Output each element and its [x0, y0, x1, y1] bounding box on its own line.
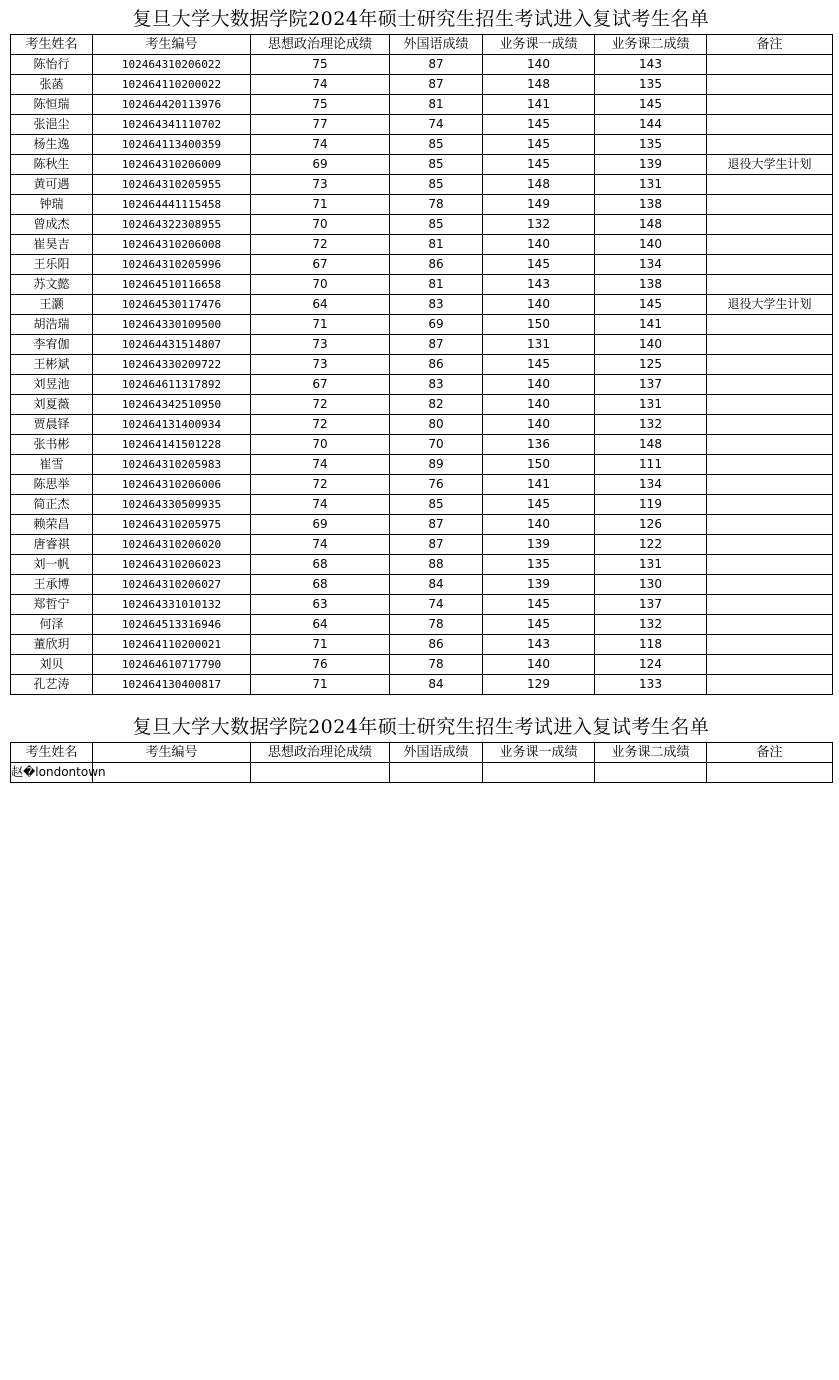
remarks — [707, 475, 833, 495]
politics-score: 68 — [251, 555, 390, 575]
remarks — [707, 235, 833, 255]
politics-score: 73 — [251, 355, 390, 375]
candidate-name: 赵�londontown — [11, 763, 93, 783]
candidate-name: 刘昱池 — [11, 375, 93, 395]
table-body — [11, 763, 833, 783]
table-row — [11, 415, 833, 435]
col-header-remarks: 备注 — [707, 35, 833, 55]
subject-2-score: 132 — [595, 415, 707, 435]
col-header-politics: 思想政治理论成绩 — [251, 35, 390, 55]
table-row — [11, 355, 833, 375]
subject-1-score: 129 — [483, 675, 595, 695]
foreign-language-score: 81 — [390, 95, 483, 115]
foreign-language-score: 74 — [390, 595, 483, 615]
col-header-foreign-language: 外国语成绩 — [390, 35, 483, 55]
table-row — [11, 375, 833, 395]
admission-table — [10, 742, 833, 783]
subject-1-score: 140 — [483, 55, 595, 75]
foreign-language-score: 87 — [390, 335, 483, 355]
politics-score: 72 — [251, 235, 390, 255]
subject-2-score: 131 — [595, 395, 707, 415]
politics-score: 64 — [251, 615, 390, 635]
candidate-name: 张菡 — [11, 75, 93, 95]
col-header-exam-id: 考生编号 — [93, 743, 251, 763]
foreign-language-score: 78 — [390, 615, 483, 635]
remarks — [707, 175, 833, 195]
remarks — [707, 375, 833, 395]
foreign-language-score: 74 — [390, 115, 483, 135]
table-row — [11, 763, 833, 783]
exam-id: 102464331010132 — [93, 595, 251, 615]
candidate-name: 王灏 — [11, 295, 93, 315]
subject-1-score: 143 — [483, 635, 595, 655]
subject-1-score: 140 — [483, 375, 595, 395]
table-row — [11, 635, 833, 655]
subject-2-score: 135 — [595, 75, 707, 95]
col-header-subject-1: 业务课一成绩 — [483, 35, 595, 55]
subject-2-score: 133 — [595, 675, 707, 695]
subject-1-score: 140 — [483, 655, 595, 675]
remarks — [707, 355, 833, 375]
exam-id: 102464341110702 — [93, 115, 251, 135]
exam-id: 102464530117476 — [93, 295, 251, 315]
exam-id: 102464431514807 — [93, 335, 251, 355]
subject-2-score: 138 — [595, 275, 707, 295]
subject-1-score: 131 — [483, 335, 595, 355]
exam-id: 102464330209722 — [93, 355, 251, 375]
foreign-language-score — [390, 763, 483, 783]
politics-score: 71 — [251, 195, 390, 215]
politics-score: 75 — [251, 55, 390, 75]
foreign-language-score: 70 — [390, 435, 483, 455]
subject-1-score — [483, 763, 595, 783]
table-row — [11, 675, 833, 695]
exam-id: 102464310206009 — [93, 155, 251, 175]
candidate-name: 刘夏薇 — [11, 395, 93, 415]
candidate-name: 刘一帆 — [11, 555, 93, 575]
foreign-language-score: 87 — [390, 535, 483, 555]
list-section-1 — [10, 4, 832, 695]
subject-1-score: 140 — [483, 415, 595, 435]
politics-score: 72 — [251, 395, 390, 415]
subject-2-score: 137 — [595, 375, 707, 395]
foreign-language-score: 85 — [390, 155, 483, 175]
table-row — [11, 535, 833, 555]
remarks — [707, 215, 833, 235]
table-row — [11, 315, 833, 335]
subject-2-score: 145 — [595, 95, 707, 115]
subject-2-score: 126 — [595, 515, 707, 535]
foreign-language-score: 89 — [390, 455, 483, 475]
candidate-name: 赖荣昌 — [11, 515, 93, 535]
col-header-remarks: 备注 — [707, 743, 833, 763]
remarks — [707, 575, 833, 595]
table-row — [11, 395, 833, 415]
candidate-name: 郑哲宁 — [11, 595, 93, 615]
remarks — [707, 95, 833, 115]
foreign-language-score: 84 — [390, 575, 483, 595]
politics-score: 67 — [251, 375, 390, 395]
candidate-name: 苏文懿 — [11, 275, 93, 295]
subject-1-score: 148 — [483, 75, 595, 95]
subject-2-score: 111 — [595, 455, 707, 475]
candidate-name: 王乐阳 — [11, 255, 93, 275]
candidate-name: 曾成杰 — [11, 215, 93, 235]
remarks — [707, 635, 833, 655]
admission-table — [10, 34, 833, 695]
subject-2-score: 130 — [595, 575, 707, 595]
remarks — [707, 415, 833, 435]
candidate-name: 崔雪 — [11, 455, 93, 475]
exam-id: 102464310206006 — [93, 475, 251, 495]
remarks — [707, 595, 833, 615]
foreign-language-score: 84 — [390, 675, 483, 695]
politics-score: 75 — [251, 95, 390, 115]
subject-1-score: 145 — [483, 495, 595, 515]
exam-id: 102464110200022 — [93, 75, 251, 95]
subject-2-score: 140 — [595, 235, 707, 255]
foreign-language-score: 87 — [390, 515, 483, 535]
politics-score: 68 — [251, 575, 390, 595]
subject-1-score: 141 — [483, 475, 595, 495]
candidate-name: 陈思举 — [11, 475, 93, 495]
subject-1-score: 148 — [483, 175, 595, 195]
subject-1-score: 139 — [483, 535, 595, 555]
subject-1-score: 145 — [483, 615, 595, 635]
foreign-language-score: 83 — [390, 295, 483, 315]
exam-id: 102464441115458 — [93, 195, 251, 215]
remarks — [707, 555, 833, 575]
exam-id — [93, 763, 251, 783]
subject-2-score: 145 — [595, 295, 707, 315]
candidate-name: 董欣玥 — [11, 635, 93, 655]
exam-id: 102464330109500 — [93, 315, 251, 335]
subject-2-score: 144 — [595, 115, 707, 135]
col-header-exam-id: 考生编号 — [93, 35, 251, 55]
table-row — [11, 595, 833, 615]
politics-score: 76 — [251, 655, 390, 675]
subject-2-score: 118 — [595, 635, 707, 655]
exam-id: 102464310205983 — [93, 455, 251, 475]
remarks — [707, 195, 833, 215]
candidate-name: 崔昊吉 — [11, 235, 93, 255]
politics-score: 69 — [251, 155, 390, 175]
foreign-language-score: 85 — [390, 495, 483, 515]
foreign-language-score: 86 — [390, 635, 483, 655]
subject-2-score: 119 — [595, 495, 707, 515]
politics-score: 67 — [251, 255, 390, 275]
table-row — [11, 515, 833, 535]
table-row — [11, 135, 833, 155]
remarks — [707, 315, 833, 335]
table-row — [11, 115, 833, 135]
table-row — [11, 195, 833, 215]
table-header-row — [11, 35, 833, 55]
subject-1-score: 132 — [483, 215, 595, 235]
foreign-language-score: 87 — [390, 75, 483, 95]
table-row — [11, 295, 833, 315]
subject-2-score: 140 — [595, 335, 707, 355]
exam-id: 102464310206008 — [93, 235, 251, 255]
subject-2-score: 134 — [595, 255, 707, 275]
foreign-language-score: 85 — [390, 215, 483, 235]
candidate-name: 王彬斌 — [11, 355, 93, 375]
politics-score: 70 — [251, 435, 390, 455]
remarks — [707, 55, 833, 75]
table-row — [11, 495, 833, 515]
exam-id: 102464310206023 — [93, 555, 251, 575]
subject-2-score: 124 — [595, 655, 707, 675]
subject-1-score: 141 — [483, 95, 595, 115]
exam-id: 102464310206022 — [93, 55, 251, 75]
subject-1-score: 145 — [483, 255, 595, 275]
exam-id: 102464110200021 — [93, 635, 251, 655]
subject-1-score: 140 — [483, 515, 595, 535]
exam-id: 102464310205955 — [93, 175, 251, 195]
politics-score — [251, 763, 390, 783]
foreign-language-score: 81 — [390, 275, 483, 295]
exam-id: 102464611317892 — [93, 375, 251, 395]
politics-score: 74 — [251, 455, 390, 475]
exam-id: 102464322308955 — [93, 215, 251, 235]
politics-score: 70 — [251, 275, 390, 295]
remarks — [707, 75, 833, 95]
table-row — [11, 75, 833, 95]
politics-score: 69 — [251, 515, 390, 535]
col-header-subject-2: 业务课二成绩 — [595, 35, 707, 55]
candidate-name: 贾晨铎 — [11, 415, 93, 435]
remarks — [707, 655, 833, 675]
remarks — [707, 675, 833, 695]
subject-2-score: 143 — [595, 55, 707, 75]
politics-score: 74 — [251, 535, 390, 555]
table-row — [11, 155, 833, 175]
remarks — [707, 335, 833, 355]
subject-1-score: 145 — [483, 135, 595, 155]
subject-1-score: 149 — [483, 195, 595, 215]
table-row — [11, 175, 833, 195]
subject-2-score: 141 — [595, 315, 707, 335]
table-row — [11, 275, 833, 295]
table-row — [11, 555, 833, 575]
table-row — [11, 575, 833, 595]
remarks — [707, 515, 833, 535]
subject-2-score: 122 — [595, 535, 707, 555]
politics-score: 70 — [251, 215, 390, 235]
foreign-language-score: 69 — [390, 315, 483, 335]
remarks — [707, 115, 833, 135]
subject-2-score — [595, 763, 707, 783]
remarks — [707, 763, 833, 783]
list-section-2 — [10, 712, 832, 783]
remarks — [707, 275, 833, 295]
subject-1-score: 143 — [483, 275, 595, 295]
table-row — [11, 235, 833, 255]
table-row — [11, 55, 833, 75]
exam-id: 102464513316946 — [93, 615, 251, 635]
foreign-language-score: 78 — [390, 655, 483, 675]
politics-score: 71 — [251, 675, 390, 695]
remarks — [707, 495, 833, 515]
remarks — [707, 535, 833, 555]
remarks: 退役大学生计划 — [707, 155, 833, 175]
politics-score: 63 — [251, 595, 390, 615]
foreign-language-score: 82 — [390, 395, 483, 415]
candidate-name: 杨生逸 — [11, 135, 93, 155]
col-header-name: 考生姓名 — [11, 35, 93, 55]
candidate-name: 陈怡行 — [11, 55, 93, 75]
remarks — [707, 135, 833, 155]
candidate-name: 黄可遇 — [11, 175, 93, 195]
exam-id: 102464141501228 — [93, 435, 251, 455]
table-row — [11, 475, 833, 495]
politics-score: 64 — [251, 295, 390, 315]
table-row — [11, 655, 833, 675]
remarks — [707, 435, 833, 455]
table-row — [11, 215, 833, 235]
subject-1-score: 145 — [483, 155, 595, 175]
exam-id: 102464310205975 — [93, 515, 251, 535]
table-row — [11, 255, 833, 275]
foreign-language-score: 83 — [390, 375, 483, 395]
candidate-name: 李宥伽 — [11, 335, 93, 355]
exam-id: 102464610717790 — [93, 655, 251, 675]
subject-1-score: 140 — [483, 295, 595, 315]
subject-2-score: 134 — [595, 475, 707, 495]
table-row — [11, 455, 833, 475]
subject-1-score: 150 — [483, 315, 595, 335]
table-row — [11, 615, 833, 635]
subject-1-score: 135 — [483, 555, 595, 575]
politics-score: 72 — [251, 415, 390, 435]
candidate-name: 唐睿祺 — [11, 535, 93, 555]
subject-1-score: 145 — [483, 355, 595, 375]
candidate-name: 张书彬 — [11, 435, 93, 455]
remarks — [707, 455, 833, 475]
exam-id: 102464510116658 — [93, 275, 251, 295]
table-row — [11, 435, 833, 455]
exam-id: 102464113400359 — [93, 135, 251, 155]
candidate-name: 陈恒瑞 — [11, 95, 93, 115]
exam-id: 102464310206020 — [93, 535, 251, 555]
list-title: 复旦大学大数据学院2024年硕士研究生招生考试进入复试考生名单 — [132, 716, 710, 738]
politics-score: 73 — [251, 335, 390, 355]
candidate-name: 钟瑞 — [11, 195, 93, 215]
subject-1-score: 136 — [483, 435, 595, 455]
subject-1-score: 140 — [483, 395, 595, 415]
subject-2-score: 137 — [595, 595, 707, 615]
remarks: 退役大学生计划 — [707, 295, 833, 315]
exam-id: 102464131400934 — [93, 415, 251, 435]
exam-id: 102464420113976 — [93, 95, 251, 115]
subject-1-score: 150 — [483, 455, 595, 475]
candidate-name: 陈秋生 — [11, 155, 93, 175]
remarks — [707, 615, 833, 635]
politics-score: 77 — [251, 115, 390, 135]
remarks — [707, 395, 833, 415]
foreign-language-score: 78 — [390, 195, 483, 215]
list-title: 复旦大学大数据学院2024年硕士研究生招生考试进入复试考生名单 — [132, 8, 710, 30]
candidate-name: 胡浩瑞 — [11, 315, 93, 335]
politics-score: 74 — [251, 495, 390, 515]
candidate-name: 简正杰 — [11, 495, 93, 515]
foreign-language-score: 76 — [390, 475, 483, 495]
subject-2-score: 125 — [595, 355, 707, 375]
col-header-subject-1: 业务课一成绩 — [483, 743, 595, 763]
subject-1-score: 145 — [483, 595, 595, 615]
subject-2-score: 148 — [595, 435, 707, 455]
candidate-name: 张浥尘 — [11, 115, 93, 135]
subject-2-score: 139 — [595, 155, 707, 175]
subject-2-score: 132 — [595, 615, 707, 635]
subject-2-score: 131 — [595, 175, 707, 195]
subject-2-score: 138 — [595, 195, 707, 215]
politics-score: 72 — [251, 475, 390, 495]
foreign-language-score: 88 — [390, 555, 483, 575]
candidate-name: 何泽 — [11, 615, 93, 635]
table-body — [11, 55, 833, 695]
table-row — [11, 95, 833, 115]
exam-id: 102464342510950 — [93, 395, 251, 415]
candidate-name: 王承博 — [11, 575, 93, 595]
foreign-language-score: 85 — [390, 135, 483, 155]
exam-id: 102464330509935 — [93, 495, 251, 515]
exam-id: 102464130400817 — [93, 675, 251, 695]
table-header-row — [11, 743, 833, 763]
politics-score: 71 — [251, 635, 390, 655]
subject-1-score: 139 — [483, 575, 595, 595]
politics-score: 73 — [251, 175, 390, 195]
exam-id: 102464310206027 — [93, 575, 251, 595]
subject-2-score: 148 — [595, 215, 707, 235]
subject-1-score: 145 — [483, 115, 595, 135]
candidate-name: 刘贝 — [11, 655, 93, 675]
politics-score: 71 — [251, 315, 390, 335]
table-row — [11, 335, 833, 355]
subject-1-score: 140 — [483, 235, 595, 255]
foreign-language-score: 85 — [390, 175, 483, 195]
foreign-language-score: 80 — [390, 415, 483, 435]
politics-score: 74 — [251, 135, 390, 155]
foreign-language-score: 81 — [390, 235, 483, 255]
remarks — [707, 255, 833, 275]
foreign-language-score: 86 — [390, 255, 483, 275]
foreign-language-score: 87 — [390, 55, 483, 75]
col-header-foreign-language: 外国语成绩 — [390, 743, 483, 763]
subject-2-score: 131 — [595, 555, 707, 575]
candidate-name: 孔艺涛 — [11, 675, 93, 695]
foreign-language-score: 86 — [390, 355, 483, 375]
col-header-name: 考生姓名 — [11, 743, 93, 763]
politics-score: 74 — [251, 75, 390, 95]
col-header-politics: 思想政治理论成绩 — [251, 743, 390, 763]
exam-id: 102464310205996 — [93, 255, 251, 275]
subject-2-score: 135 — [595, 135, 707, 155]
col-header-subject-2: 业务课二成绩 — [595, 743, 707, 763]
